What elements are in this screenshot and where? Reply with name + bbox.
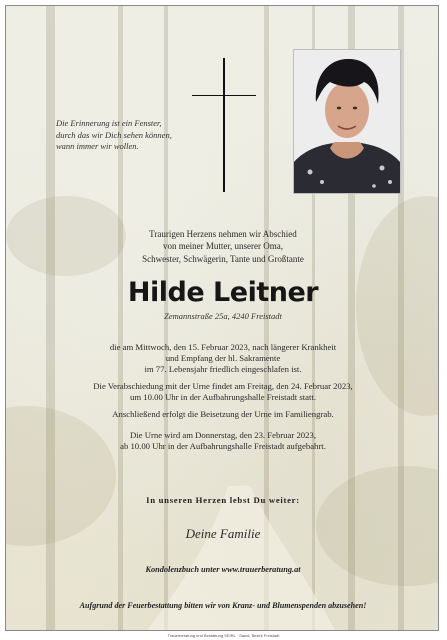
death-notice-line: im 77. Lebensjahr friedlich eingeschlafen ist. bbox=[144, 364, 302, 375]
parte-card bbox=[5, 5, 439, 631]
laying-out-info bbox=[6, 430, 439, 452]
flower-donation-request: Aufgrund der Feuerbestattung bitten wir von Kranz- und Blumenspenden abzusehen! bbox=[79, 601, 367, 610]
farewell-info bbox=[6, 381, 439, 403]
intro-line: Traurigen Herzens nehmen wir Abschied bbox=[149, 229, 297, 239]
laying-out-line: ab 10.00 Uhr in der Aufbahrungshalle Freistadt aufgebahrt. bbox=[120, 441, 326, 452]
verse-line: durch das wir Dich sehen können, bbox=[56, 129, 172, 140]
death-notice bbox=[6, 342, 439, 376]
verse-line: wann immer wir wollen. bbox=[56, 141, 139, 151]
mourning-intro bbox=[6, 228, 439, 265]
verse-line: Die Erinnerung ist ein Fenster, bbox=[56, 118, 162, 128]
laying-out-line: Die Urne wird am Donnerstag, den 23. Februar 2023, bbox=[129, 430, 316, 440]
farewell-line: um 10.00 Uhr in der Aufbahrungshalle Freistadt statt. bbox=[129, 392, 317, 403]
burial-info bbox=[6, 409, 439, 420]
undertaker-footer: Trauerberatung und Bestattung SEIRL · Sandl, Bezirk Freistadt bbox=[167, 633, 280, 638]
death-notice-line: und Empfang der hl. Sakramente bbox=[165, 353, 281, 364]
death-notice-line: die am Mittwoch, den 15. Februar 2023, nach längerer Krankheit bbox=[109, 342, 337, 352]
burial-line: Anschließend erfolgt die Beisetzung der Urne im Familiengrab. bbox=[112, 409, 334, 419]
intro-line: Schwester, Schwägerin, Tante und Großtante bbox=[142, 253, 304, 264]
condolence-book-link: Kondolenzbuch unter www.trauerberatung.at bbox=[145, 565, 301, 574]
cross-icon bbox=[192, 58, 256, 192]
farewell-line: Die Verabschiedung mit der Urne findet am Freitag, den 24. Februar 2023, bbox=[93, 381, 353, 391]
family-signature: Deine Familie bbox=[185, 526, 261, 541]
intro-line: von meiner Mutter, unserer Oma, bbox=[162, 241, 284, 252]
deceased-address: Zemannstraße 25a, 4240 Freistadt bbox=[164, 311, 282, 321]
motto-line: In unseren Herzen lebst Du weiter: bbox=[146, 495, 300, 505]
deceased-name: Hilde Leitner bbox=[127, 277, 319, 308]
portrait-photo bbox=[293, 49, 401, 194]
